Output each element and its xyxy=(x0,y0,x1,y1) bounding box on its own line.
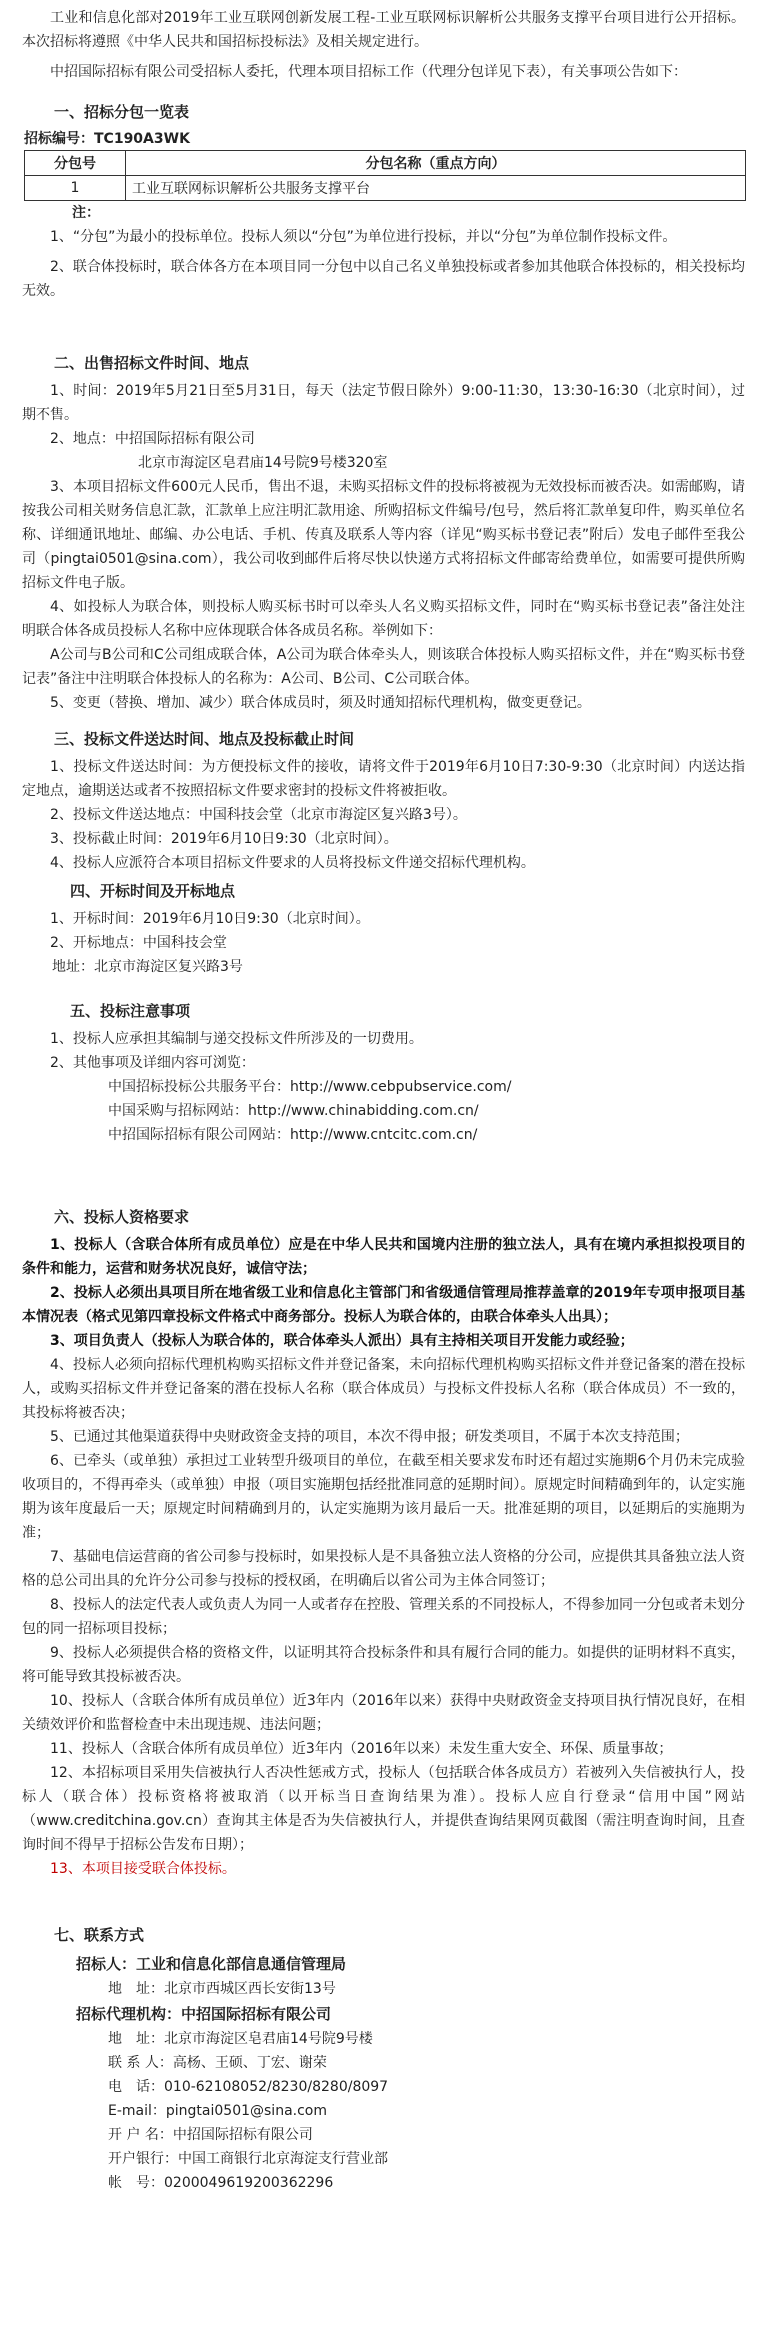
section-3-title: 三、投标文件送达时间、地点及投标截止时间 xyxy=(54,730,355,748)
header-package-name: 分包名称（重点方向） xyxy=(126,151,746,176)
package-table-header xyxy=(25,151,746,176)
qualification-item-13: 13、本项目接受联合体投标。 xyxy=(50,1861,236,1877)
agent-contacts: 联 系 人：高杨、王硕、丁宏、谢荣 xyxy=(108,2055,327,2071)
opening-time: 1、开标时间：2019年6月10日9:30（北京时间）。 xyxy=(50,911,370,927)
account-name: 开 户 名：中招国际招标有限公司 xyxy=(108,2127,313,2143)
bid-deadline: 3、投标截止时间：2019年6月10日9:30（北京时间）。 xyxy=(50,831,398,847)
document-fee: 3、本项目招标文件600元人民币，售出不退，未购买招标文件的投标将被视为无效投标而被否决。如需邮购，请按我公司相关财务信息汇款，汇款单上应注明汇款用途、所购招标文件编号/包号，然后将汇款单复印件，购买单位名称、详细通讯地址、邮编、办公电话、手机、传真及联系人等内容（详见“购买标书登记表”附后）发电子邮件至我公司（pingtai0501@sina.com），我公司收到邮件后将尽快以快递方式将招标文件邮寄给费单位，如需要可提供所购招标文件电子版。 xyxy=(22,479,745,591)
buyer-label: 招标人：工业和信息化部信息通信管理局 xyxy=(76,1955,347,1973)
note-item-1: 1、“分包”为最小的投标单位。投标人须以“分包”为单位进行投标，并以“分包”为单位制作投标文件。 xyxy=(50,229,677,245)
section-5-title: 五、投标注意事项 xyxy=(70,1002,191,1020)
qualification-item-6: 6、已牵头（或单独）承担过工业转型升级项目的单位，在截至相关要求发布时还有超过实施期6个月仍未完成验收项目的，不得再牵头（或单独）申报（项目实施期包括经批准同意的延期时间）。原规定时间精确到年的，认定实施期为该年度最后一天；原规定时间精确到月的，认定实施期为该月最后一天。批准延期的项目，以延期后的实施期为准； xyxy=(22,1453,745,1541)
tender-code: 招标编号：TC190A3WK xyxy=(24,131,190,147)
consortium-example: A公司与B公司和C公司组成联合体，A公司为联合体牵头人，则该联合体投标人购买招标文件，并在“购买标书登记表”备注中注明联合体投标人的名称为：A公司、B公司、C公司联合体。 xyxy=(22,647,745,687)
consortium-change: 5、变更（替换、增加、减少）联合体成员时，须及时通知招标代理机构，做变更登记。 xyxy=(50,695,591,711)
consortium-purchase: 4、如投标人为联合体，则投标人购买标书时可以牵头人名义购买招标文件，同时在“购买标书登记表”备注处注明联合体各成员投标人名称中应体现联合体各成员名称。举例如下： xyxy=(22,599,745,639)
qualification-item-3: 3、项目负责人（投标人为联合体的，联合体牵头人派出）具有主持相关项目开发能力或经验； xyxy=(50,1333,634,1349)
section-6-title: 六、投标人资格要求 xyxy=(54,1208,190,1226)
agent-label: 招标代理机构：中招国际招标有限公司 xyxy=(76,2005,332,2023)
intro-paragraph-2: 中招国际招标有限公司受招标人委托，代理本项目招标工作（代理分包详见下表），有关事项公告如下： xyxy=(50,64,687,80)
agent-address: 地 址：北京市海淀区皂君庙14号院9号楼 xyxy=(108,2031,373,2047)
bid-delivery-time: 1、投标文件送达时间：为方便投标文件的接收，请将文件于2019年6月10日7:30-9:30（北京时间）内送达指定地点，逾期送达或者不按照招标文件要求密封的投标文件将被拒收。 xyxy=(22,759,745,799)
site-cntcitc: 中招国际招标有限公司网站：http://www.cntcitc.com.cn/ xyxy=(108,1127,478,1143)
qualification-item-7: 7、基础电信运营商的省公司参与投标时，如果投标人是不具备独立法人资格的分公司，应提供其具备独立法人资格的总公司出具的允许分公司参与投标的授权函，在明确后以省公司为主体合同签订； xyxy=(22,1549,745,1589)
sale-time: 1、时间：2019年5月21日至5月31日，每天（法定节假日除外）9:00-11:30，13:30-16:30（北京时间），过期不售。 xyxy=(22,383,745,423)
site-cebpubservice: 中国招标投标公共服务平台：http://www.cebpubservice.com/ xyxy=(108,1079,512,1095)
bid-delivery-location: 2、投标文件送达地点：中国科技会堂（北京市海淀区复兴路3号）。 xyxy=(50,807,467,823)
qualification-item-8: 8、投标人的法定代表人或负责人为同一人或者存在控股、管理关系的不同投标人，不得参加同一分包或者未划分包的同一招标项目投标； xyxy=(22,1597,745,1637)
section-7-title: 七、联系方式 xyxy=(54,1926,145,1944)
sale-location: 2、地点：中招国际招标有限公司 xyxy=(50,431,255,447)
package-table xyxy=(24,150,746,201)
note-item-2: 2、联合体投标时，联合体各方在本项目同一分包中以自己名义单独投标或者参加其他联合体投标的，相关投标均无效。 xyxy=(22,259,745,299)
account-number: 帐 号：0200049619200362296 xyxy=(108,2175,334,2191)
notice-item-1: 1、投标人应承担其编制与递交投标文件所涉及的一切费用。 xyxy=(50,1031,423,1047)
qualification-item-4: 4、投标人必须向招标代理机构购买招标文件并登记备案，未向招标代理机构购买招标文件并登记备案的潜在投标人，或购买招标文件并登记备案的潜在投标人名称（联合体成员）与投标文件投标人名称（联合体成员）不一致的，其投标将被否决； xyxy=(22,1357,745,1421)
bid-delivery-person: 4、投标人应派符合本项目招标文件要求的人员将投标文件递交招标代理机构。 xyxy=(50,855,535,871)
table-row xyxy=(25,176,746,201)
opening-address: 地址：北京市海淀区复兴路3号 xyxy=(52,959,243,975)
notice-item-2: 2、其他事项及详细内容可浏览： xyxy=(50,1055,255,1071)
account-bank: 开户银行：中国工商银行北京海淀支行营业部 xyxy=(108,2151,388,2167)
opening-location: 2、开标地点：中国科技会堂 xyxy=(50,935,227,951)
header-package-number: 分包号 xyxy=(25,151,126,176)
qualification-item-11: 11、投标人（含联合体所有成员单位）近3年内（2016年以来）未发生重大安全、环保、质量事故； xyxy=(50,1741,673,1757)
sale-address: 北京市海淀区皂君庙14号院9号楼320室 xyxy=(138,455,388,471)
intro-paragraph-1: 工业和信息化部对2019年工业互联网创新发展工程-工业互联网标识解析公共服务支撑平台项目进行公开招标。本次招标将遵照《中华人民共和国招标投标法》及相关规定进行。 xyxy=(22,10,745,50)
agent-phone: 电 话：010-62108052/8230/8280/8097 xyxy=(108,2079,389,2095)
note-label: 注： xyxy=(72,205,100,221)
agent-email: E-mail：pingtai0501@sina.com xyxy=(108,2103,328,2119)
package-name-cell: 工业互联网标识解析公共服务支撑平台 xyxy=(126,176,746,201)
site-chinabidding: 中国采购与招标网站：http://www.chinabidding.com.cn/ xyxy=(108,1103,479,1119)
package-number-cell: 1 xyxy=(25,176,126,201)
qualification-item-2: 2、投标人必须出具项目所在地省级工业和信息化主管部门和省级通信管理局推荐盖章的2019年专项申报项目基本情况表（格式见第四章投标文件格式中商务部分。投标人为联合体的，由联合体牵头人出具）； xyxy=(22,1285,745,1325)
qualification-item-5: 5、已通过其他渠道获得中央财政资金支持的项目，本次不得申报；研发类项目，不属于本次支持范围； xyxy=(50,1429,689,1445)
buyer-address: 地 址：北京市西城区西长安街13号 xyxy=(108,1981,336,1997)
qualification-item-9: 9、投标人必须提供合格的资格文件，以证明其符合投标条件和具有履行合同的能力。如提供的证明材料不真实，将可能导致其投标被否决。 xyxy=(22,1645,745,1685)
qualification-item-12: 12、本招标项目采用失信被执行人否决性惩戒方式，投标人（包括联合体各成员方）若被列入失信被执行人，投标人（联合体）投标资格将被取消（以开标当日查询结果为准）。投标人应自行登录“信用中国”网站（www.creditchina.gov.cn）查询其主体是否为失信被执行人，并提供查询结果网页截图（需注明查询时间，且查询时间不得早于招标公告发布日期）； xyxy=(22,1765,745,1853)
qualification-item-10: 10、投标人（含联合体所有成员单位）近3年内（2016年以来）获得中央财政资金支持项目执行情况良好，在相关绩效评价和监督检查中未出现违规、违法问题； xyxy=(22,1693,745,1733)
qualification-item-1: 1、投标人（含联合体所有成员单位）应是在中华人民共和国境内注册的独立法人，具有在境内承担拟投项目的条件和能力，运营和财务状况良好，诚信守法； xyxy=(22,1237,745,1277)
section-2-title: 二、出售招标文件时间、地点 xyxy=(54,354,250,372)
section-4-title: 四、开标时间及开标地点 xyxy=(70,882,236,900)
section-1-title: 一、招标分包一览表 xyxy=(54,103,190,121)
